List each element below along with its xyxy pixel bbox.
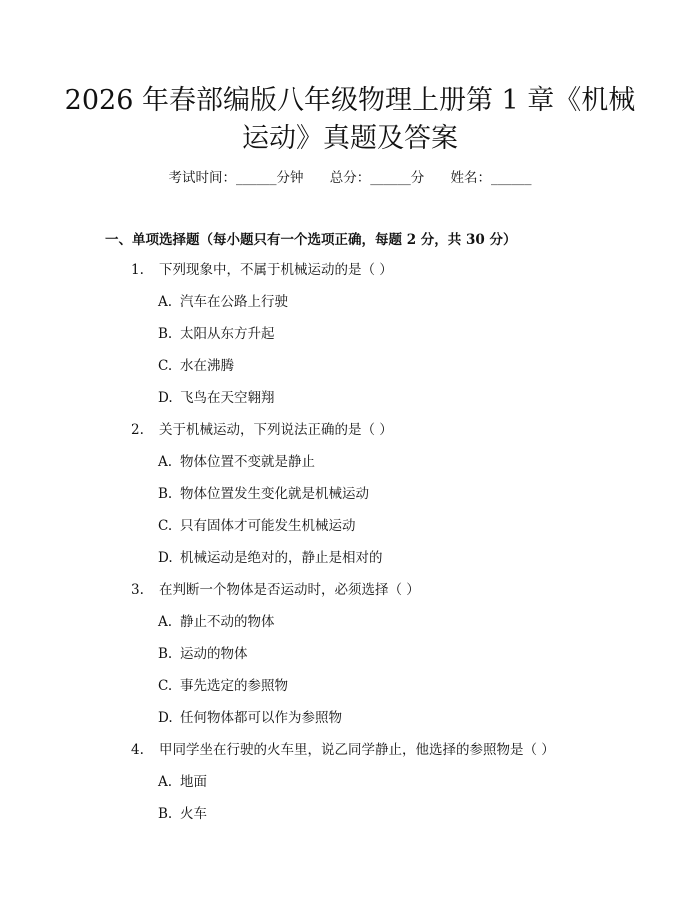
option-letter: A. — [158, 294, 173, 310]
section-heading: 一、单项选择题（每小题只有一个选项正确，每题 2 分，共 30 分） — [105, 232, 517, 248]
exam-score: 总分：______分 — [329, 170, 425, 186]
question-1-option-b — [158, 324, 275, 344]
question-text: 下列现象中，不属于机械运动的是（ ） — [159, 262, 393, 278]
exam-time: 考试时间：______分钟 — [168, 170, 304, 186]
question-4-option-b — [158, 804, 207, 824]
question-1 — [131, 260, 393, 280]
question-2-option-c — [158, 516, 356, 536]
option-text: 汽车在公路上行驶 — [180, 294, 288, 310]
option-text: 水在沸腾 — [180, 358, 234, 374]
question-4 — [131, 740, 555, 760]
question-2 — [131, 420, 393, 440]
option-letter: C. — [158, 518, 173, 534]
option-letter: B. — [158, 486, 173, 502]
option-text: 太阳从东方升起 — [180, 326, 275, 342]
question-1-option-c — [158, 356, 234, 376]
option-letter: B. — [158, 326, 173, 342]
option-text: 静止不动的物体 — [180, 614, 275, 630]
option-letter: A. — [158, 454, 173, 470]
question-3-option-d — [158, 708, 342, 728]
option-text: 飞鸟在天空翱翔 — [180, 390, 275, 406]
option-letter: A. — [158, 614, 173, 630]
option-text: 地面 — [180, 774, 207, 790]
option-letter: A. — [158, 774, 173, 790]
question-number: 3. — [131, 582, 144, 598]
question-text: 甲同学坐在行驶的火车里，说乙同学静止，他选择的参照物是（ ） — [159, 742, 555, 758]
question-number: 1. — [131, 262, 144, 278]
option-text: 火车 — [180, 806, 207, 822]
option-letter: C. — [158, 358, 173, 374]
option-text: 物体位置不变就是静止 — [180, 454, 315, 470]
exam-info — [0, 168, 700, 188]
option-letter: D. — [158, 710, 173, 726]
question-2-option-d — [158, 548, 383, 568]
question-3-option-c — [158, 676, 288, 696]
question-4-option-a — [158, 772, 207, 792]
option-text: 事先选定的参照物 — [180, 678, 288, 694]
document-title: 2026 年春部编版八年级物理上册第 1 章《机械运动》真题及答案 — [64, 85, 636, 154]
question-3-option-b — [158, 644, 248, 664]
option-letter: C. — [158, 678, 173, 694]
question-1-option-a — [158, 292, 288, 312]
option-letter: B. — [158, 646, 173, 662]
question-2-option-b — [158, 484, 369, 504]
question-text: 在判断一个物体是否运动时，必须选择（ ） — [159, 582, 420, 598]
exam-name: 姓名：______ — [450, 170, 532, 186]
question-1-option-d — [158, 388, 275, 408]
question-number: 2. — [131, 422, 144, 438]
question-2-option-a — [158, 452, 315, 472]
option-text: 任何物体都可以作为参照物 — [180, 710, 342, 726]
option-text: 只有固体才可能发生机械运动 — [180, 518, 356, 534]
option-text: 机械运动是绝对的，静止是相对的 — [180, 550, 383, 566]
option-letter: D. — [158, 390, 173, 406]
option-text: 运动的物体 — [180, 646, 248, 662]
question-3 — [131, 580, 420, 600]
question-number: 4. — [131, 742, 144, 758]
question-3-option-a — [158, 612, 275, 632]
option-letter: B. — [158, 806, 173, 822]
question-text: 关于机械运动，下列说法正确的是（ ） — [159, 422, 393, 438]
option-text: 物体位置发生变化就是机械运动 — [180, 486, 369, 502]
option-letter: D. — [158, 550, 173, 566]
